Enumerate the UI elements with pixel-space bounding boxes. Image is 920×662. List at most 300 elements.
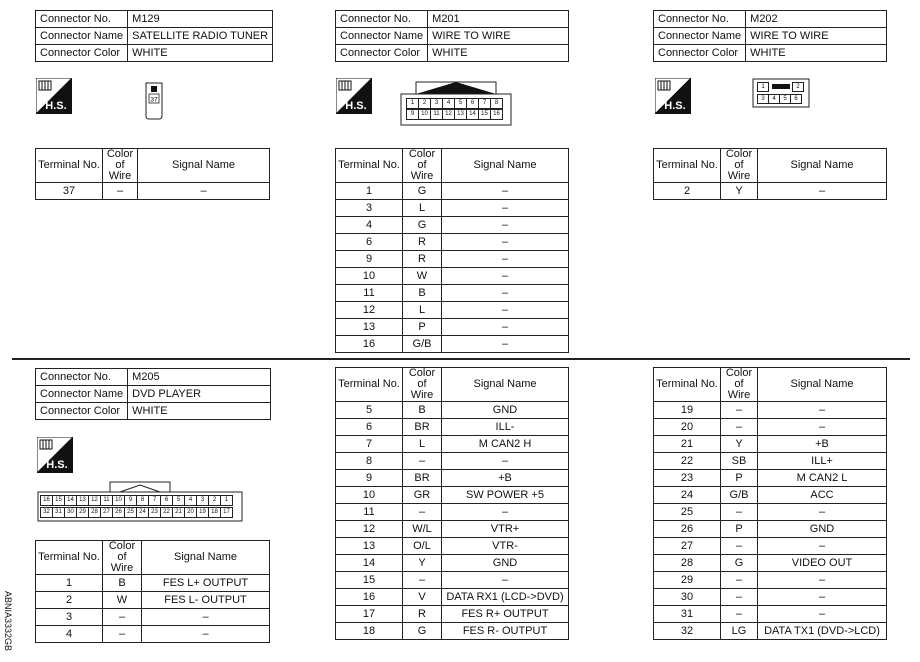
table-row	[654, 436, 887, 453]
header-signal-name: Signal Name	[758, 368, 887, 402]
header-color-of-wire: Color of Wire	[403, 368, 442, 402]
table-row	[36, 183, 270, 200]
wire-color-cell: –	[103, 609, 142, 626]
pin-cell: 16	[40, 495, 53, 506]
terminal-no-cell: 8	[336, 453, 403, 470]
table-row	[654, 572, 887, 589]
signal-name-cell: –	[442, 183, 569, 200]
signal-name-cell: –	[442, 200, 569, 217]
hs-icon	[655, 78, 691, 114]
wire-color-cell: O/L	[403, 538, 442, 555]
terminal-no-cell: 12	[336, 302, 403, 319]
terminal-no-cell: 31	[654, 606, 721, 623]
terminal-no-cell: 24	[654, 487, 721, 504]
signal-name-cell: ACC	[758, 487, 887, 504]
wire-color-cell: –	[721, 572, 758, 589]
pin-cell: 5	[172, 495, 185, 506]
terminal-no-cell: 10	[336, 487, 403, 504]
pin-cell: 8	[490, 98, 503, 109]
table-row	[654, 623, 887, 640]
terminal-no-cell: 32	[654, 623, 721, 640]
terminal-no-cell: 4	[336, 217, 403, 234]
table-row	[654, 589, 887, 606]
signal-name-cell: –	[442, 285, 569, 302]
connector-info-m202	[653, 10, 887, 62]
rows-m205-a	[36, 575, 270, 643]
signal-name-cell: ILL+	[758, 453, 887, 470]
pin-cell: 2	[208, 495, 221, 506]
terminal-table-m205-c	[653, 367, 887, 640]
pin-cell: 3	[196, 495, 209, 506]
pin-cell: 24	[136, 507, 149, 518]
signal-name-cell: SW POWER +5	[442, 487, 569, 504]
pin-cell: 21	[172, 507, 185, 518]
terminal-no-cell: 1	[36, 575, 103, 592]
pin-cell: 4	[184, 495, 197, 506]
table-row	[654, 453, 887, 470]
wire-color-cell: Y	[403, 555, 442, 572]
signal-name-cell: VTR-	[442, 538, 569, 555]
terminal-no-cell: 5	[336, 402, 403, 419]
terminal-no-cell: 2	[654, 183, 721, 200]
pin-cell: 30	[64, 507, 77, 518]
connector-info-m205	[35, 368, 271, 420]
pin-cell: 23	[148, 507, 161, 518]
wire-color-cell: P	[721, 470, 758, 487]
label-connector-name: Connector Name	[336, 28, 428, 45]
svg-text:H.S.: H.S.	[345, 100, 367, 112]
pin-cell: 16	[490, 109, 503, 120]
header-signal-name: Signal Name	[758, 149, 887, 183]
signal-name-cell: M CAN2 L	[758, 470, 887, 487]
table-row	[654, 487, 887, 504]
pin-cell: 1	[220, 495, 233, 506]
connector-face-m205	[37, 480, 243, 522]
table-row	[654, 419, 887, 436]
pin-cell: 13	[454, 109, 467, 120]
terminal-no-cell: 13	[336, 319, 403, 336]
pin-cell: 10	[112, 495, 125, 506]
pin-cell: 1	[757, 82, 769, 92]
wire-color-cell: L	[403, 436, 442, 453]
connector-info-m201	[335, 10, 569, 62]
wire-color-cell: GR	[403, 487, 442, 504]
table-row	[336, 251, 569, 268]
connector-face-m202	[752, 78, 810, 108]
table-row	[336, 234, 569, 251]
terminal-no-cell: 4	[36, 626, 103, 643]
pin-cell: 6	[790, 94, 802, 104]
signal-name-cell: –	[442, 336, 569, 353]
wire-color-cell: G	[403, 183, 442, 200]
pin-cell: 17	[220, 507, 233, 518]
label-connector-color: Connector Color	[654, 45, 746, 62]
terminal-no-cell: 7	[336, 436, 403, 453]
signal-name-cell: –	[758, 538, 887, 555]
terminal-no-cell: 14	[336, 555, 403, 572]
connector-name-value: DVD PLAYER	[128, 386, 271, 403]
label-connector-no: Connector No.	[336, 11, 428, 28]
wire-color-cell: G	[721, 555, 758, 572]
pin-cell: 3	[757, 94, 769, 104]
table-row	[336, 453, 569, 470]
terminal-no-cell: 37	[36, 183, 103, 200]
pin-cell: 15	[478, 109, 491, 120]
table-row	[336, 572, 569, 589]
pin-cell: 1	[406, 98, 419, 109]
label-connector-no: Connector No.	[36, 369, 128, 386]
pin-cell: 25	[124, 507, 137, 518]
table-row	[336, 402, 569, 419]
connector-face-m201	[400, 80, 512, 126]
pin-cell: 9	[406, 109, 419, 120]
pin-cell: 11	[100, 495, 113, 506]
svg-text:H.S.: H.S.	[664, 100, 686, 112]
table-row	[336, 319, 569, 336]
terminal-no-cell: 27	[654, 538, 721, 555]
pin-cell: 4	[768, 94, 780, 104]
document-code: ABNIA3332GB	[3, 590, 14, 652]
pin-cell: 26	[112, 507, 125, 518]
table-row	[654, 470, 887, 487]
pin-cell: 6	[466, 98, 479, 109]
signal-name-cell: –	[142, 626, 270, 643]
header-terminal-no: Terminal No.	[654, 149, 721, 183]
header-color-of-wire: Color of Wire	[721, 149, 758, 183]
signal-name-cell: –	[442, 319, 569, 336]
terminal-no-cell: 19	[654, 402, 721, 419]
wire-color-cell: W	[403, 268, 442, 285]
signal-name-cell: –	[758, 419, 887, 436]
signal-name-cell: M CAN2 H	[442, 436, 569, 453]
pin-cell: 31	[52, 507, 65, 518]
signal-name-cell: –	[142, 609, 270, 626]
signal-name-cell: –	[758, 183, 887, 200]
terminal-no-cell: 9	[336, 470, 403, 487]
table-row	[336, 200, 569, 217]
table-row	[336, 470, 569, 487]
signal-name-cell: VTR+	[442, 521, 569, 538]
label-connector-color: Connector Color	[336, 45, 428, 62]
pin-cell: 2	[792, 82, 804, 92]
table-row	[654, 538, 887, 555]
pin-cell: 14	[64, 495, 77, 506]
terminal-no-cell: 11	[336, 285, 403, 302]
svg-text:37: 37	[150, 96, 158, 104]
table-row	[654, 606, 887, 623]
signal-name-cell: GND	[442, 402, 569, 419]
wire-color-cell: –	[721, 589, 758, 606]
signal-name-cell: –	[442, 572, 569, 589]
signal-name-cell: FES L- OUTPUT	[142, 592, 270, 609]
hs-icon	[37, 437, 73, 473]
table-row	[654, 402, 887, 419]
wire-color-cell: G	[403, 217, 442, 234]
table-row	[336, 336, 569, 353]
terminal-table-m205-a	[35, 540, 270, 643]
signal-name-cell: –	[442, 453, 569, 470]
connector-color-value: WHITE	[746, 45, 887, 62]
pin-cell: 5	[454, 98, 467, 109]
header-terminal-no: Terminal No.	[336, 368, 403, 402]
table-row	[36, 575, 270, 592]
pin-cell: 5	[779, 94, 791, 104]
table-row	[336, 623, 569, 640]
signal-name-cell: –	[758, 572, 887, 589]
table-row	[336, 217, 569, 234]
pin-cell: 14	[466, 109, 479, 120]
pin-cell: 12	[442, 109, 455, 120]
label-connector-color: Connector Color	[36, 45, 128, 62]
header-terminal-no: Terminal No.	[36, 149, 103, 183]
table-row	[36, 609, 270, 626]
label-connector-no: Connector No.	[654, 11, 746, 28]
pin-cell: 11	[430, 109, 443, 120]
signal-name-cell: FES R- OUTPUT	[442, 623, 569, 640]
terminal-no-cell: 12	[336, 521, 403, 538]
header-terminal-no: Terminal No.	[654, 368, 721, 402]
terminal-no-cell: 1	[336, 183, 403, 200]
table-row	[654, 504, 887, 521]
signal-name-cell: –	[442, 251, 569, 268]
wire-color-cell: P	[721, 521, 758, 538]
header-color-of-wire: Color of Wire	[403, 149, 442, 183]
pin-cell: 29	[76, 507, 89, 518]
header-color-of-wire: Color of Wire	[103, 541, 142, 575]
wire-color-cell: V	[403, 589, 442, 606]
wire-color-cell: –	[721, 504, 758, 521]
hs-icon	[36, 78, 72, 114]
pin-cell: 2	[418, 98, 431, 109]
wire-color-cell: W	[103, 592, 142, 609]
terminal-no-cell: 22	[654, 453, 721, 470]
terminal-table-m201	[335, 148, 569, 353]
connector-name-value: WIRE TO WIRE	[428, 28, 569, 45]
table-row	[336, 302, 569, 319]
table-row	[336, 487, 569, 504]
table-row	[336, 521, 569, 538]
wire-color-cell: R	[403, 234, 442, 251]
rows-m202	[654, 183, 887, 200]
label-connector-name: Connector Name	[36, 28, 128, 45]
terminal-no-cell: 9	[336, 251, 403, 268]
rows-m205-c	[654, 402, 887, 640]
signal-name-cell: ILL-	[442, 419, 569, 436]
pin-cell: 9	[124, 495, 137, 506]
terminal-no-cell: 26	[654, 521, 721, 538]
table-row	[336, 419, 569, 436]
terminal-table-m202	[653, 148, 887, 200]
terminal-no-cell: 13	[336, 538, 403, 555]
signal-name-cell: –	[758, 589, 887, 606]
connector-no-value: M129	[128, 11, 273, 28]
signal-name-cell: +B	[758, 436, 887, 453]
connector-color-value: WHITE	[128, 403, 271, 420]
table-row	[36, 626, 270, 643]
wire-color-cell: B	[403, 402, 442, 419]
signal-name-cell: –	[442, 234, 569, 251]
header-color-of-wire: Color of Wire	[721, 368, 758, 402]
pin-cell: 19	[196, 507, 209, 518]
connector-color-value: WHITE	[128, 45, 273, 62]
wire-color-cell: L	[403, 302, 442, 319]
table-row	[336, 504, 569, 521]
label-connector-no: Connector No.	[36, 11, 128, 28]
signal-name-cell: +B	[442, 470, 569, 487]
terminal-no-cell: 3	[36, 609, 103, 626]
wire-color-cell: Y	[721, 183, 758, 200]
terminal-no-cell: 2	[36, 592, 103, 609]
wire-color-cell: –	[721, 606, 758, 623]
header-color-of-wire: Color of Wire	[103, 149, 138, 183]
wire-color-cell: LG	[721, 623, 758, 640]
terminal-no-cell: 25	[654, 504, 721, 521]
terminal-no-cell: 18	[336, 623, 403, 640]
terminal-no-cell: 28	[654, 555, 721, 572]
table-row	[654, 555, 887, 572]
label-connector-name: Connector Name	[36, 386, 128, 403]
wire-color-cell: B	[403, 285, 442, 302]
pin-cell: 20	[184, 507, 197, 518]
terminal-no-cell: 3	[336, 200, 403, 217]
pin-cell: 6	[160, 495, 173, 506]
wire-color-cell: –	[721, 419, 758, 436]
table-row	[336, 538, 569, 555]
pin-cell: 7	[478, 98, 491, 109]
table-row	[654, 183, 887, 200]
signal-name-cell: –	[442, 504, 569, 521]
terminal-no-cell: 11	[336, 504, 403, 521]
connector-face-m129	[144, 82, 164, 120]
header-signal-name: Signal Name	[142, 541, 270, 575]
connector-no-value: M201	[428, 11, 569, 28]
wire-color-cell: BR	[403, 419, 442, 436]
pin-cell: 32	[40, 507, 53, 518]
connector-name-value: SATELLITE RADIO TUNER	[128, 28, 273, 45]
table-row	[336, 183, 569, 200]
terminal-no-cell: 23	[654, 470, 721, 487]
connector-no-value: M202	[746, 11, 887, 28]
table-row	[336, 285, 569, 302]
terminal-table-m129	[35, 148, 270, 200]
pin-cell: 27	[100, 507, 113, 518]
terminal-no-cell: 6	[336, 419, 403, 436]
table-row	[36, 592, 270, 609]
signal-name-cell: FES R+ OUTPUT	[442, 606, 569, 623]
wire-color-cell: BR	[403, 470, 442, 487]
svg-text:H.S.: H.S.	[45, 100, 67, 112]
terminal-no-cell: 16	[336, 589, 403, 606]
pin-cell: 13	[76, 495, 89, 506]
label-connector-name: Connector Name	[654, 28, 746, 45]
wire-color-cell: L	[403, 200, 442, 217]
wire-color-cell: –	[403, 504, 442, 521]
signal-name-cell: GND	[442, 555, 569, 572]
table-row	[336, 436, 569, 453]
hs-icon	[336, 78, 372, 114]
table-row	[336, 268, 569, 285]
table-row	[336, 606, 569, 623]
pin-cell: 7	[148, 495, 161, 506]
table-row	[336, 555, 569, 572]
svg-text:H.S.: H.S.	[46, 459, 68, 471]
terminal-no-cell: 6	[336, 234, 403, 251]
header-signal-name: Signal Name	[138, 149, 270, 183]
terminal-no-cell: 15	[336, 572, 403, 589]
connector-name-value: WIRE TO WIRE	[746, 28, 887, 45]
signal-name-cell: –	[442, 302, 569, 319]
pin-cell: 22	[160, 507, 173, 518]
rows-m129	[36, 183, 270, 200]
terminal-table-m205-b	[335, 367, 569, 640]
terminal-no-cell: 20	[654, 419, 721, 436]
pin-cell: 15	[52, 495, 65, 506]
terminal-no-cell: 10	[336, 268, 403, 285]
rows-m201	[336, 183, 569, 353]
terminal-no-cell: 21	[654, 436, 721, 453]
wire-color-cell: R	[403, 606, 442, 623]
section-divider	[12, 358, 910, 360]
signal-name-cell: –	[138, 183, 270, 200]
pin-cell: 4	[442, 98, 455, 109]
signal-name-cell: VIDEO OUT	[758, 555, 887, 572]
terminal-no-cell: 16	[336, 336, 403, 353]
signal-name-cell: DATA RX1 (LCD->DVD)	[442, 589, 569, 606]
header-signal-name: Signal Name	[442, 368, 569, 402]
wire-color-cell: –	[103, 183, 138, 200]
wire-color-cell: P	[403, 319, 442, 336]
label-connector-color: Connector Color	[36, 403, 128, 420]
connector-color-value: WHITE	[428, 45, 569, 62]
signal-name-cell: –	[442, 268, 569, 285]
terminal-no-cell: 30	[654, 589, 721, 606]
wire-color-cell: G/B	[403, 336, 442, 353]
signal-name-cell: –	[758, 606, 887, 623]
signal-name-cell: DATA TX1 (DVD->LCD)	[758, 623, 887, 640]
wire-color-cell: B	[103, 575, 142, 592]
wire-color-cell: G	[403, 623, 442, 640]
signal-name-cell: –	[758, 504, 887, 521]
terminal-no-cell: 17	[336, 606, 403, 623]
terminal-no-cell: 29	[654, 572, 721, 589]
signal-name-cell: GND	[758, 521, 887, 538]
pin-cell: 28	[88, 507, 101, 518]
wire-color-cell: –	[721, 402, 758, 419]
connector-info-m129	[35, 10, 273, 62]
rows-m205-b	[336, 402, 569, 640]
wire-color-cell: G/B	[721, 487, 758, 504]
pin-cell: 10	[418, 109, 431, 120]
wire-color-cell: –	[403, 572, 442, 589]
header-terminal-no: Terminal No.	[36, 541, 103, 575]
pin-cell: 3	[430, 98, 443, 109]
wire-color-cell: –	[403, 453, 442, 470]
pin-cell: 12	[88, 495, 101, 506]
signal-name-cell: –	[442, 217, 569, 234]
wire-color-cell: R	[403, 251, 442, 268]
connector-no-value: M205	[128, 369, 271, 386]
header-signal-name: Signal Name	[442, 149, 569, 183]
wire-color-cell: Y	[721, 436, 758, 453]
signal-name-cell: –	[758, 402, 887, 419]
header-terminal-no: Terminal No.	[336, 149, 403, 183]
pin-cell: 18	[208, 507, 221, 518]
wire-color-cell: SB	[721, 453, 758, 470]
wire-color-cell: –	[103, 626, 142, 643]
wire-color-cell: –	[721, 538, 758, 555]
signal-name-cell: FES L+ OUTPUT	[142, 575, 270, 592]
table-row	[654, 521, 887, 538]
